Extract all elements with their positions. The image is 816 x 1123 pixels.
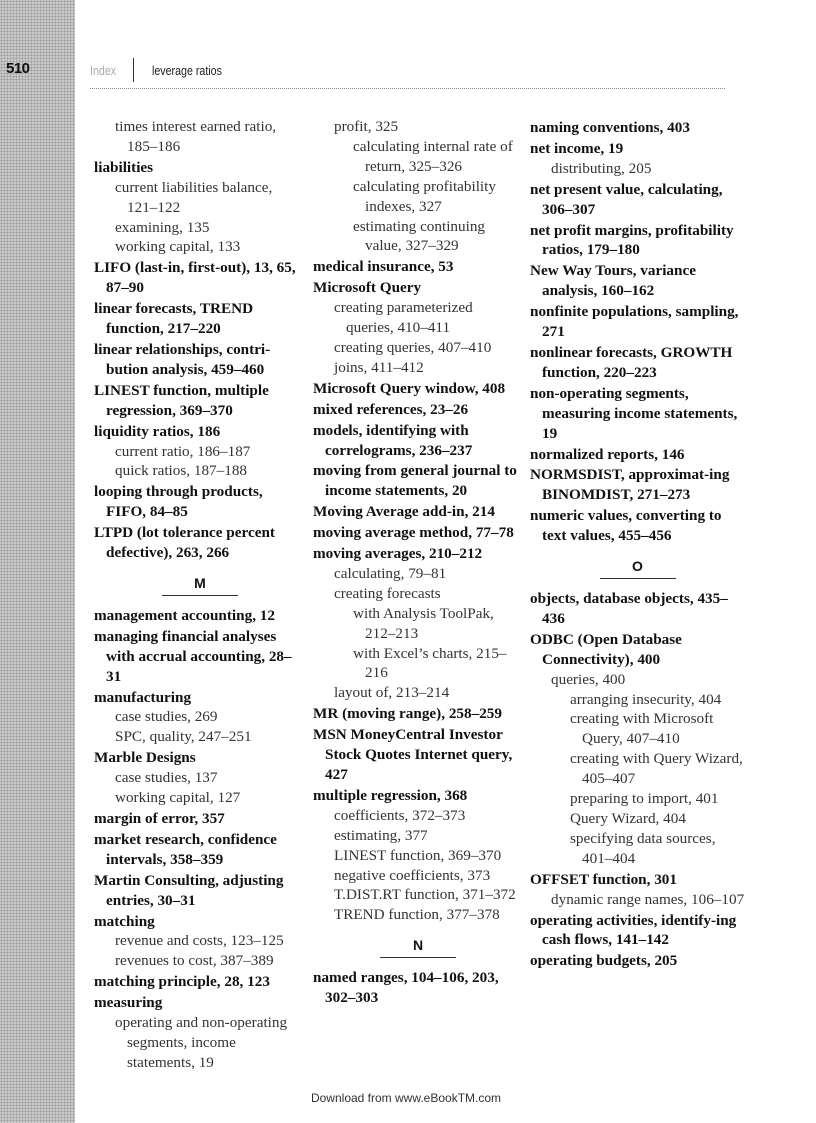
index-entry: Martin Consulting, adjusting entries, 30–31 bbox=[94, 871, 284, 909]
index-subentry: revenue and costs, 123–125 bbox=[115, 932, 284, 950]
index-subentry: coefficients, 372–373 bbox=[334, 806, 466, 824]
index-entry: moving averages, 210–212 bbox=[313, 545, 483, 563]
letter-heading: N bbox=[313, 936, 523, 958]
index-subentry: estimating continuing value, 327–329 bbox=[353, 217, 486, 255]
index-entry: linear forecasts, TREND function, 217–220 bbox=[94, 300, 254, 338]
index-entry: normalized reports, 146 bbox=[530, 445, 685, 463]
index-subentry: current ratio, 186–187 bbox=[115, 442, 251, 460]
index-subentry: TREND function, 377–378 bbox=[334, 906, 500, 924]
index-subentry: revenues to cost, 387–389 bbox=[115, 952, 274, 970]
index-entry: medical insurance, 53 bbox=[313, 258, 454, 276]
index-subentry: with Analysis ToolPak, 212–213 bbox=[353, 604, 494, 642]
index-entry: naming conventions, 403 bbox=[530, 119, 690, 136]
index-entry: non-operating segments, measuring income statements, 19 bbox=[530, 384, 738, 442]
index-entry: margin of error, 357 bbox=[94, 810, 225, 827]
index-subentry: current liabilities balance, 121–122 bbox=[115, 178, 273, 216]
index-entry: liabilities bbox=[94, 158, 154, 176]
index-subentry: times interest earned ratio, 185–186 bbox=[115, 118, 277, 155]
index-entry: Microsoft Query window, 408 bbox=[313, 379, 506, 397]
section-label: Index bbox=[90, 63, 117, 78]
index-entry: nonfinite populations, sampling, 271 bbox=[530, 303, 739, 341]
index-subentry: arranging insecurity, 404 bbox=[570, 690, 722, 708]
index-subentry: working capital, 127 bbox=[115, 789, 241, 807]
index-entry: named ranges, 104–106, 203, 302–303 bbox=[313, 969, 499, 1007]
index-entry: ODBC (Open Database Connectivity), 400 bbox=[530, 630, 682, 668]
index-entry: managing financial analyses with accrual accounting, 28–31 bbox=[94, 627, 292, 685]
index-subentry: SPC, quality, 247–251 bbox=[115, 728, 252, 746]
index-subentry: with Excel’s charts, 215–216 bbox=[353, 644, 507, 682]
index-subentry: specifying data sources, 401–404 bbox=[570, 829, 716, 867]
index-entry: net profit margins, profitability ratios, 179–180 bbox=[530, 221, 734, 259]
index-subentry: profit, 325 bbox=[334, 118, 399, 135]
index-column-2 bbox=[313, 117, 523, 1008]
index-subentry: joins, 411–412 bbox=[334, 358, 424, 376]
index-entry: LIFO (last-in, first-out), 13, 65, 87–90 bbox=[94, 259, 296, 297]
index-entry: liquidity ratios, 186 bbox=[94, 422, 221, 440]
letter-heading: M bbox=[94, 574, 306, 596]
index-subentry: calculating internal rate of return, 325–326 bbox=[353, 137, 513, 175]
index-entry: nonlinear forecasts, GROWTH function, 220–223 bbox=[530, 343, 733, 381]
page-footer bbox=[0, 1091, 816, 1105]
header-divider bbox=[133, 58, 134, 82]
index-subentry: calculating profitability indexes, 327 bbox=[353, 177, 496, 215]
index-entry: LTPD (lot tolerance percent defective), 263, 266 bbox=[94, 524, 275, 562]
index-column-3 bbox=[530, 117, 745, 971]
index-entry: matching bbox=[94, 912, 155, 930]
index-entry: mixed references, 23–26 bbox=[313, 400, 469, 418]
index-subentry: operating and non-operating segments, income statements, 19 bbox=[115, 1014, 288, 1071]
page-edge-gutter bbox=[0, 0, 75, 1123]
index-entry: New Way Tours, variance analysis, 160–162 bbox=[530, 262, 696, 300]
index-column-1 bbox=[94, 117, 306, 1073]
index-entry: objects, database objects, 435–436 bbox=[530, 590, 728, 627]
index-entry: MSN MoneyCentral Investor Stock Quotes Internet query, 427 bbox=[313, 726, 513, 783]
index-entry: management accounting, 12 bbox=[94, 606, 275, 624]
index-subentry: creating with Query Wizard, 405–407 bbox=[570, 750, 743, 788]
index-entry: operating activities, identify-ing cash flows, 141–142 bbox=[530, 911, 737, 949]
page-number: 510 bbox=[6, 60, 30, 77]
running-head: leverage ratios bbox=[152, 63, 222, 78]
index-subentry: dynamic range names, 106–107 bbox=[551, 890, 745, 908]
page-header bbox=[0, 58, 725, 84]
index-subentry: estimating, 377 bbox=[334, 826, 428, 844]
index-subentry: examining, 135 bbox=[115, 218, 210, 236]
index-subentry: negative coefficients, 373 bbox=[334, 866, 491, 884]
index-subentry: creating queries, 407–410 bbox=[334, 338, 492, 356]
index-subentry: quick ratios, 187–188 bbox=[115, 462, 248, 480]
footer-text: Download from www.eBookTM.com bbox=[310, 1091, 502, 1105]
index-subentry: creating with Microsoft Query, 407–410 bbox=[570, 710, 714, 748]
index-subentry: creating parameterized queries, 410–411 bbox=[334, 299, 473, 337]
index-subentry: preparing to import, 401 bbox=[570, 790, 719, 808]
index-subentry: LINEST function, 369–370 bbox=[334, 846, 502, 864]
index-entry: net income, 19 bbox=[530, 139, 624, 157]
index-subentry: T.DIST.RT function, 371–372 bbox=[334, 886, 516, 904]
header-rule bbox=[90, 88, 725, 89]
index-entry: matching principle, 28, 123 bbox=[94, 973, 270, 991]
index-entry: numeric values, converting to text values, 455–456 bbox=[530, 507, 722, 545]
index-entry: net present value, calculating, 306–307 bbox=[530, 180, 723, 218]
index-entry: manufacturing bbox=[94, 688, 192, 706]
index-subentry: case studies, 269 bbox=[115, 708, 218, 726]
index-subentry: layout of, 213–214 bbox=[334, 684, 450, 702]
index-entry: Moving Average add-in, 214 bbox=[313, 503, 495, 521]
index-entry: linear relationships, contri-bution analysis, 459–460 bbox=[94, 340, 271, 378]
index-entry: LINEST function, multiple regression, 369–370 bbox=[94, 381, 269, 419]
index-entry: OFFSET function, 301 bbox=[530, 870, 677, 888]
index-entry: market research, confidence intervals, 358–359 bbox=[94, 830, 277, 868]
index-entry: looping through products, FIFO, 84–85 bbox=[94, 483, 263, 521]
index-subentry: Query Wizard, 404 bbox=[570, 810, 686, 827]
index-subentry: working capital, 133 bbox=[115, 238, 241, 256]
index-entry: measuring bbox=[94, 994, 163, 1012]
index-entry: Marble Designs bbox=[94, 749, 196, 767]
index-subentry: case studies, 137 bbox=[115, 769, 218, 787]
index-entry: multiple regression, 368 bbox=[313, 786, 468, 804]
index-subentry: creating forecasts bbox=[334, 584, 441, 602]
index-entry: moving average method, 77–78 bbox=[313, 524, 514, 542]
index-entry: operating budgets, 205 bbox=[530, 952, 678, 970]
index-entry: models, identifying with correlograms, 236–237 bbox=[313, 421, 473, 459]
index-entry: NORMSDIST, approximat-ing BINOMDIST, 271–273 bbox=[530, 466, 730, 504]
index-subentry: calculating, 79–81 bbox=[334, 564, 447, 582]
index-subentry: distributing, 205 bbox=[551, 159, 652, 177]
index-entry: moving from general journal to income statements, 20 bbox=[313, 462, 517, 500]
index-entry: MR (moving range), 258–259 bbox=[313, 705, 502, 723]
letter-heading: O bbox=[530, 557, 745, 579]
index-entry: Microsoft Query bbox=[313, 279, 422, 297]
index-subentry: queries, 400 bbox=[551, 670, 626, 688]
